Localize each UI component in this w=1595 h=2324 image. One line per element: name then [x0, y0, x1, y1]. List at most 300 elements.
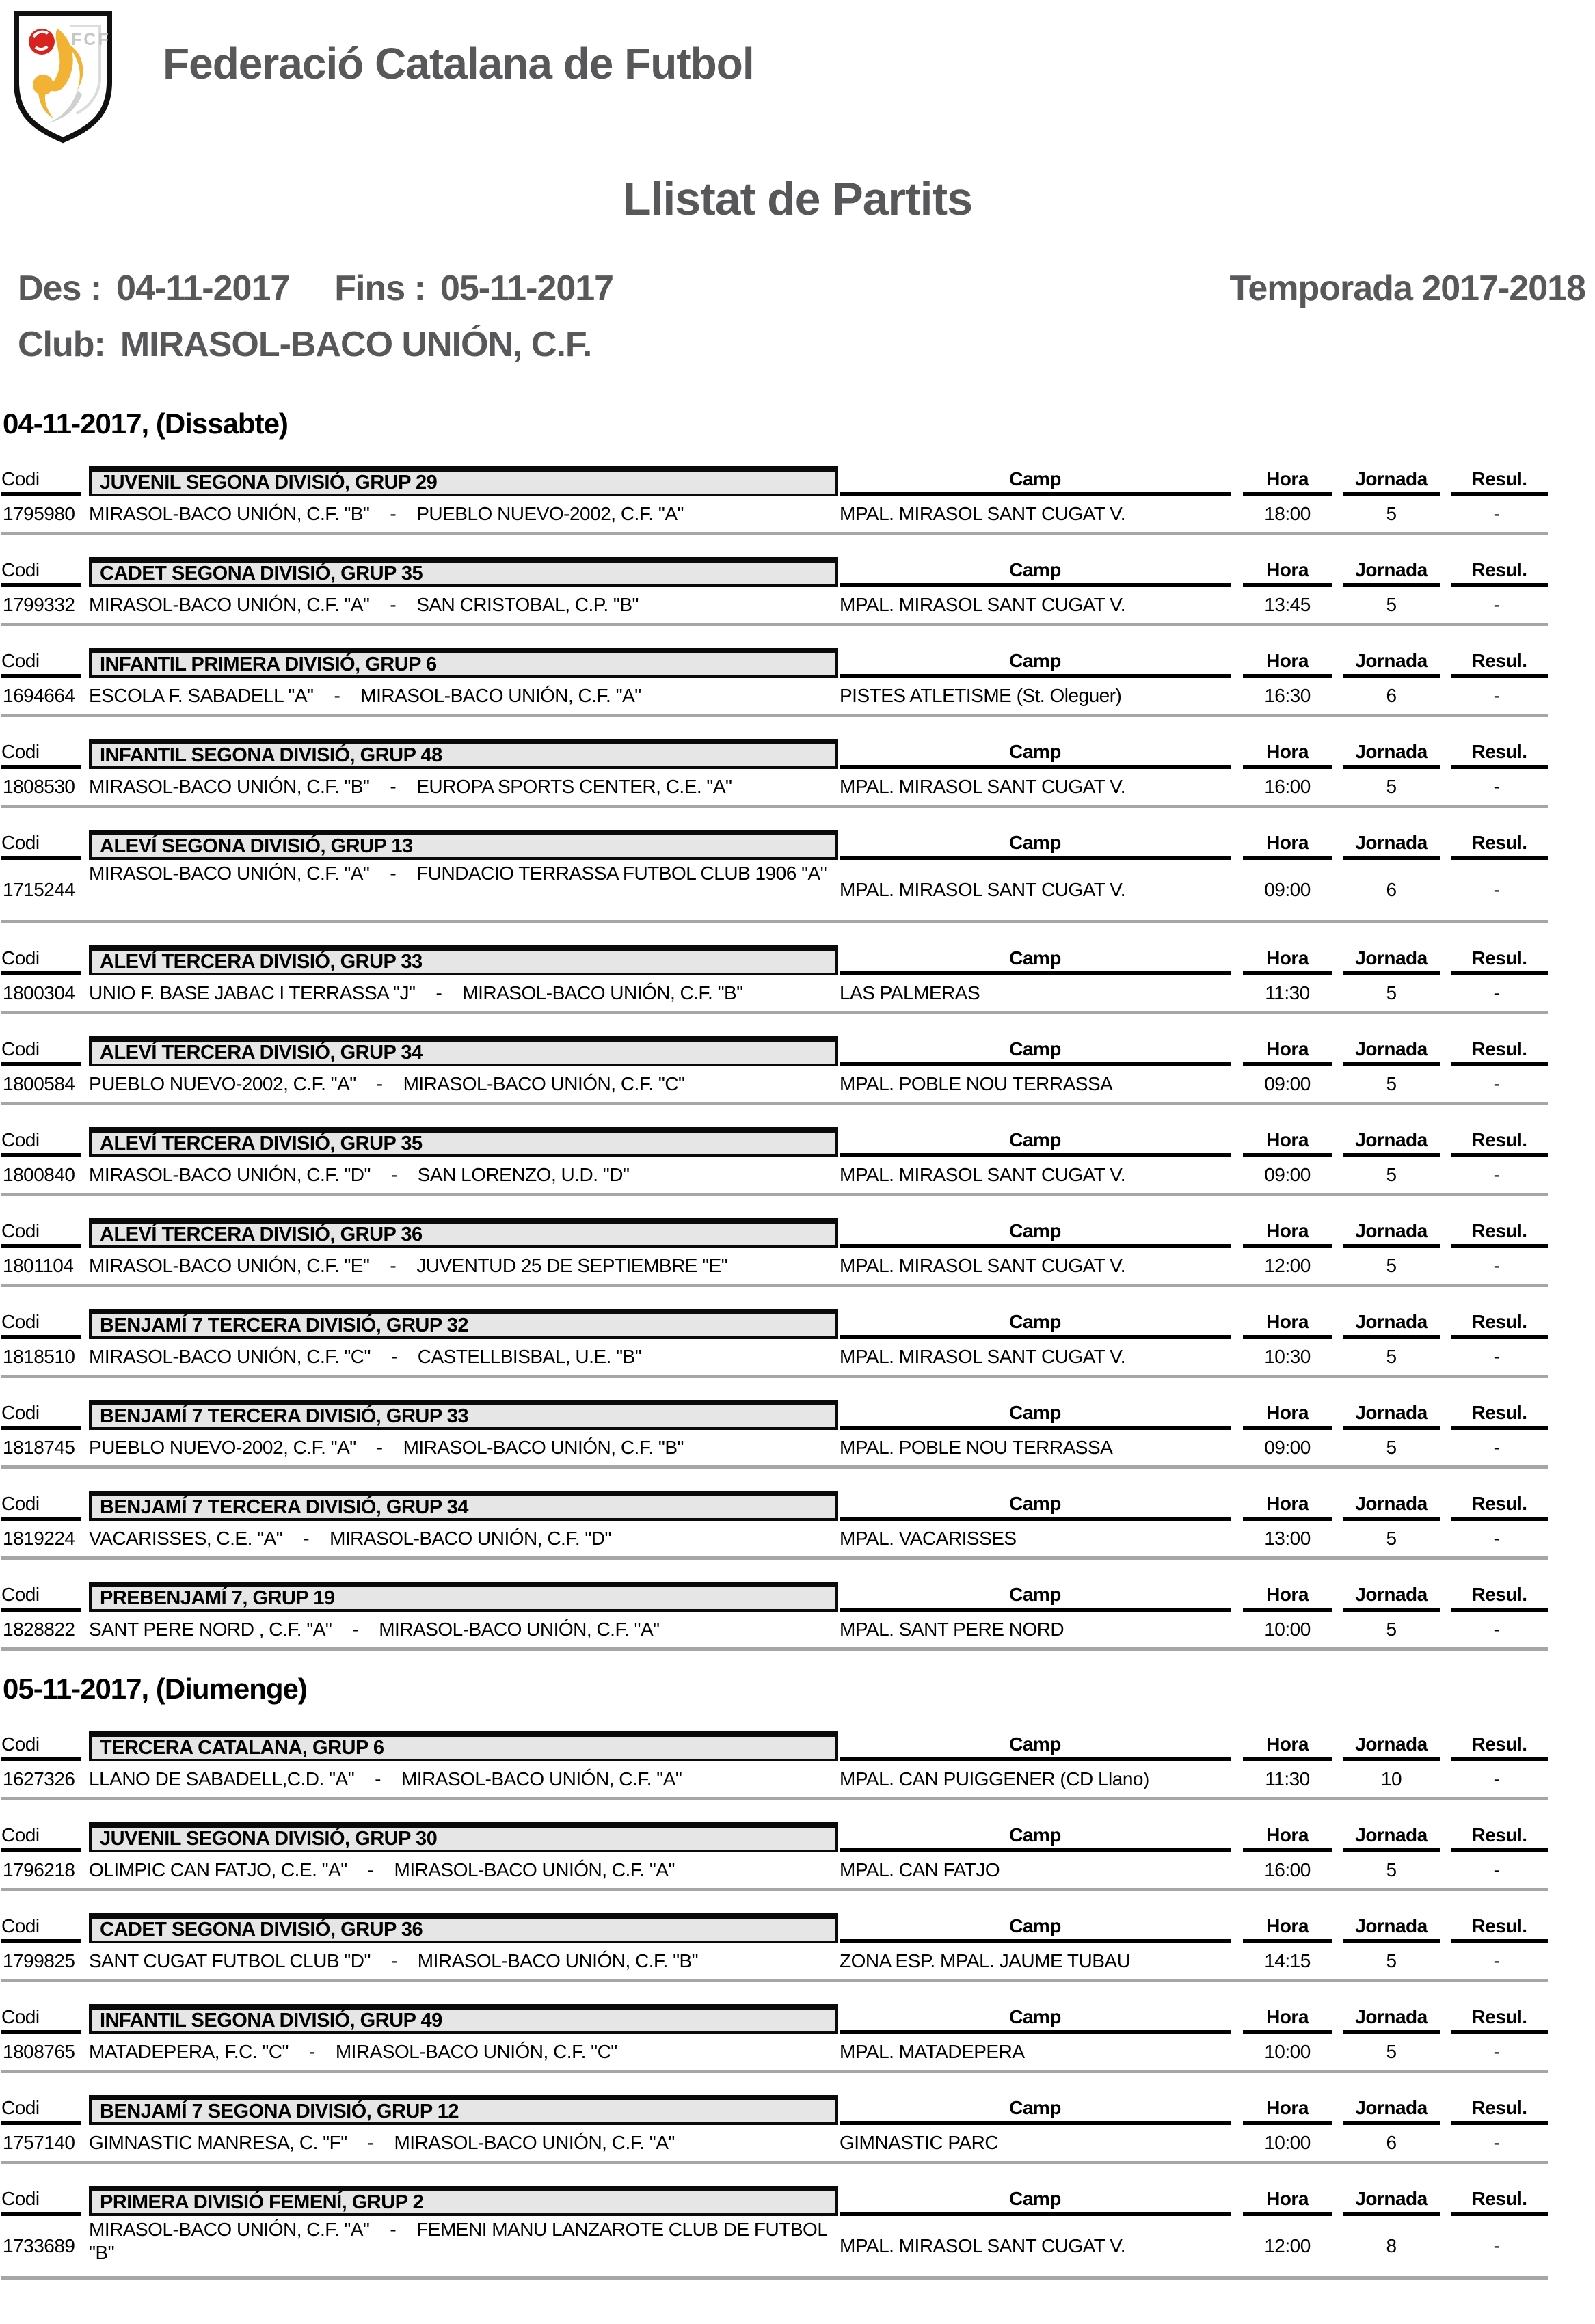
competition-title-box: TERCERA CATALANA, GRUP 6 [89, 1731, 838, 1761]
jornada-cell: 5 [1386, 982, 1397, 1003]
resul-column-header: Resul. [1451, 2004, 1548, 2034]
vs-separator: - [390, 1950, 397, 1971]
jornada-column-header: Jornada [1343, 1822, 1440, 1852]
jornada-column-header: Jornada [1343, 466, 1440, 496]
home-team: SANT CUGAT FUTBOL CLUB "D" [89, 1950, 371, 1971]
camp-cell: MPAL. POBLE NOU TERRASSA [840, 1073, 1113, 1094]
competition-title-box: CADET SEGONA DIVISIÓ, GRUP 35 [89, 557, 838, 587]
column-header-row [1, 1491, 1548, 1521]
camp-column-header: Camp [840, 466, 1231, 496]
column-header-row [1, 1218, 1548, 1248]
hora-column-header: Hora [1243, 2004, 1332, 2034]
jornada-cell: 5 [1386, 594, 1397, 615]
hora-column-header: Hora [1243, 830, 1332, 860]
vs-separator: - [308, 2041, 315, 2062]
vs-separator: - [390, 1346, 397, 1367]
match-row [1, 678, 1548, 714]
home-team: OLIMPIC CAN FATJO, C.E. "A" [89, 1859, 347, 1880]
vs-separator: - [390, 863, 397, 884]
competition-title-box: JUVENIL SEGONA DIVISIÓ, GRUP 29 [89, 466, 838, 496]
row-separator [1, 2161, 1548, 2164]
match-row [1, 1339, 1548, 1375]
club-label: Club: [18, 325, 105, 364]
codi-column-header: Codi [1, 2095, 81, 2125]
competition-title-box: BENJAMÍ 7 TERCERA DIVISIÓ, GRUP 32 [89, 1309, 838, 1339]
resul-column-header: Resul. [1451, 739, 1548, 769]
camp-column-header: Camp [840, 945, 1231, 975]
resul-cell: - [1493, 2235, 1500, 2256]
resul-column-header: Resul. [1451, 2186, 1548, 2216]
camp-cell: MPAL. CAN FATJO [840, 1859, 1000, 1880]
home-team: MIRASOL-BACO UNIÓN, C.F. "E" [89, 1255, 370, 1276]
vs-separator: - [390, 1164, 397, 1185]
row-separator [1, 623, 1548, 626]
match-row [1, 1943, 1548, 1979]
competition-section [1, 830, 1548, 923]
competition-title-cell [83, 2186, 838, 2216]
jornada-column-header: Jornada [1343, 1582, 1440, 1612]
home-team: MIRASOL-BACO UNIÓN, C.F. "A" [89, 2219, 370, 2240]
camp-cell: MPAL. SANT PERE NORD [840, 1619, 1064, 1640]
match-code: 1757140 [3, 2132, 75, 2153]
jornada-column-header: Jornada [1343, 1400, 1440, 1430]
date-range-line [18, 268, 1585, 309]
home-team: MIRASOL-BACO UNIÓN, C.F. "A" [89, 594, 370, 615]
away-team: PUEBLO NUEVO-2002, C.F. "A" [416, 503, 684, 524]
competition-title-cell [83, 1491, 838, 1521]
match-teams [83, 2040, 838, 2064]
match-teams [83, 684, 838, 707]
codi-column-header: Codi [1, 1582, 81, 1612]
match-teams [83, 2216, 838, 2265]
competition-title-cell [83, 830, 838, 860]
codi-column-header: Codi [1, 2186, 81, 2216]
match-code: 1715244 [3, 879, 75, 900]
hora-column-header: Hora [1243, 466, 1332, 496]
match-teams [83, 982, 838, 1005]
match-teams [83, 1254, 838, 1278]
resul-column-header: Resul. [1451, 1913, 1548, 1943]
resul-column-header: Resul. [1451, 1036, 1548, 1066]
camp-cell: PISTES ATLETISME (St. Oleguer) [840, 685, 1122, 706]
camp-cell: MPAL. MIRASOL SANT CUGAT V. [840, 1346, 1126, 1367]
match-teams [83, 1163, 838, 1187]
competition-title-cell [83, 1309, 838, 1339]
match-teams [83, 2131, 838, 2154]
fcf-crest-logo [11, 10, 115, 145]
match-row [1, 1066, 1548, 1102]
home-team: VACARISSES, C.E. "A" [89, 1528, 283, 1549]
competition-section [1, 945, 1548, 1014]
match-code: 1795980 [3, 503, 75, 524]
resul-column-header: Resul. [1451, 1309, 1548, 1339]
jornada-column-header: Jornada [1343, 1036, 1440, 1066]
resul-column-header: Resul. [1451, 1822, 1548, 1852]
match-code: 1800584 [3, 1073, 75, 1094]
vs-separator: - [390, 2219, 397, 2240]
match-code: 1694664 [3, 685, 75, 706]
match-row [1, 1761, 1548, 1797]
home-team: MATADEPERA, F.C. "C" [89, 2041, 289, 2062]
match-row [1, 975, 1548, 1011]
hora-cell: 11:30 [1265, 982, 1310, 1003]
column-header-row [1, 2095, 1548, 2125]
codi-column-header: Codi [1, 830, 81, 860]
match-row [1, 1248, 1548, 1284]
hora-cell: 12:00 [1264, 2235, 1311, 2256]
vs-separator: - [390, 776, 397, 797]
codi-column-header: Codi [1, 945, 81, 975]
hora-column-header: Hora [1243, 557, 1332, 587]
camp-column-header: Camp [840, 1731, 1231, 1761]
camp-cell: MPAL. MIRASOL SANT CUGAT V. [840, 879, 1126, 900]
resul-cell: - [1493, 1768, 1500, 1789]
resul-column-header: Resul. [1451, 1731, 1548, 1761]
competition-title-box: ALEVÍ SEGONA DIVISIÓ, GRUP 13 [89, 830, 838, 860]
hora-column-header: Hora [1243, 945, 1332, 975]
codi-column-header: Codi [1, 1400, 81, 1430]
jornada-column-header: Jornada [1343, 1309, 1440, 1339]
jornada-cell: 5 [1386, 776, 1397, 797]
competition-section [1, 1913, 1548, 1982]
day-block [1, 407, 1548, 1651]
vs-separator: - [367, 1859, 374, 1880]
competition-title-cell [83, 945, 838, 975]
camp-cell: MPAL. MIRASOL SANT CUGAT V. [840, 594, 1126, 615]
competition-title-cell [83, 1127, 838, 1157]
resul-column-header: Resul. [1451, 1127, 1548, 1157]
competition-section [1, 2095, 1548, 2164]
row-separator [1, 2276, 1548, 2280]
match-teams [83, 593, 838, 617]
competition-title-cell [83, 2004, 838, 2034]
match-teams [83, 1527, 838, 1550]
competition-section [1, 648, 1548, 717]
competition-section [1, 1309, 1548, 1378]
codi-column-header: Codi [1, 1913, 81, 1943]
competition-title-box: PREBENJAMÍ 7, GRUP 19 [89, 1582, 838, 1612]
hora-column-header: Hora [1243, 2095, 1332, 2125]
codi-column-header: Codi [1, 466, 81, 496]
camp-column-header: Camp [840, 1822, 1231, 1852]
camp-cell: MPAL. MIRASOL SANT CUGAT V. [840, 2235, 1126, 2256]
hora-column-header: Hora [1243, 1127, 1332, 1157]
row-separator [1, 1888, 1548, 1891]
codi-column-header: Codi [1, 1218, 81, 1248]
competition-title-box: INFANTIL PRIMERA DIVISIÓ, GRUP 6 [89, 648, 838, 678]
hora-column-header: Hora [1243, 2186, 1332, 2216]
away-team: MIRASOL-BACO UNIÓN, C.F. "A" [401, 1768, 682, 1789]
match-teams [83, 1618, 838, 1641]
match-row [1, 1521, 1548, 1556]
jornada-column-header: Jornada [1343, 1491, 1440, 1521]
jornada-column-header: Jornada [1343, 1731, 1440, 1761]
competition-section [1, 1731, 1548, 1800]
row-separator [1, 1375, 1548, 1378]
codi-column-header: Codi [1, 1127, 81, 1157]
jornada-column-header: Jornada [1343, 830, 1440, 860]
competition-section [1, 739, 1548, 808]
away-team: MIRASOL-BACO UNIÓN, C.F. "B" [417, 1950, 699, 1971]
row-separator [1, 1556, 1548, 1560]
camp-column-header: Camp [840, 1127, 1231, 1157]
match-code: 1818745 [3, 1437, 75, 1458]
row-separator [1, 1193, 1548, 1196]
resul-column-header: Resul. [1451, 1218, 1548, 1248]
competition-section [1, 1036, 1548, 1105]
away-team: MIRASOL-BACO UNIÓN, C.F. "B" [403, 1437, 684, 1458]
match-list [1, 407, 1548, 2280]
competition-title-cell [83, 1582, 838, 1612]
jornada-cell: 6 [1386, 2132, 1397, 2153]
row-separator [1, 1797, 1548, 1800]
competition-section [1, 466, 1548, 535]
camp-column-header: Camp [840, 1036, 1231, 1066]
club-value: MIRASOL-BACO UNIÓN, C.F. [120, 325, 592, 364]
vs-separator: - [303, 1528, 310, 1549]
competition-section [1, 2186, 1548, 2280]
camp-column-header: Camp [840, 1913, 1231, 1943]
hora-column-header: Hora [1243, 1491, 1332, 1521]
column-header-row [1, 1582, 1548, 1612]
competition-title-box: CADET SEGONA DIVISIÓ, GRUP 36 [89, 1913, 838, 1943]
match-code: 1828822 [3, 1619, 75, 1640]
codi-column-header: Codi [1, 739, 81, 769]
jornada-cell: 5 [1386, 1437, 1397, 1458]
column-header-row [1, 739, 1548, 769]
competition-title-cell [83, 1218, 838, 1248]
competition-title-box: PRIMERA DIVISIÓ FEMENÍ, GRUP 2 [89, 2186, 838, 2216]
camp-cell: MPAL. VACARISSES [840, 1528, 1017, 1549]
camp-cell: MPAL. POBLE NOU TERRASSA [840, 1437, 1113, 1458]
competition-section [1, 1491, 1548, 1560]
temporada-label: Temporada 2017-2018 [1229, 269, 1585, 308]
camp-column-header: Camp [840, 2186, 1231, 2216]
competition-section [1, 1127, 1548, 1196]
match-code: 1818510 [3, 1346, 75, 1367]
column-header-row [1, 1036, 1548, 1066]
away-team: MIRASOL-BACO UNIÓN, C.F. "A" [394, 2132, 675, 2153]
vs-separator: - [390, 503, 397, 524]
home-team: ESCOLA F. SABADELL "A" [89, 685, 314, 706]
column-header-row [1, 648, 1548, 678]
competition-title-cell [83, 2095, 838, 2125]
match-teams [83, 1436, 838, 1459]
camp-cell: MPAL. MIRASOL SANT CUGAT V. [840, 776, 1126, 797]
home-team: MIRASOL-BACO UNIÓN, C.F. "B" [89, 503, 370, 524]
row-separator [1, 1647, 1548, 1651]
competition-title-cell [83, 1731, 838, 1761]
jornada-column-header: Jornada [1343, 1218, 1440, 1248]
camp-cell: MPAL. MIRASOL SANT CUGAT V. [840, 503, 1126, 524]
vs-separator: - [435, 982, 442, 1003]
row-separator [1, 2070, 1548, 2073]
hora-cell: 10:00 [1264, 2132, 1311, 2153]
codi-column-header: Codi [1, 648, 81, 678]
competition-title-cell [83, 1822, 838, 1852]
resul-cell: - [1493, 982, 1500, 1003]
away-team: FUNDACIO TERRASSA FUTBOL CLUB 1906 "A" [416, 863, 827, 884]
report-meta [18, 268, 1585, 365]
match-row [1, 1852, 1548, 1888]
match-code: 1800304 [3, 982, 75, 1003]
competition-title-box: ALEVÍ TERCERA DIVISIÓ, GRUP 33 [89, 945, 838, 975]
jornada-cell: 5 [1386, 503, 1397, 524]
jornada-column-header: Jornada [1343, 1127, 1440, 1157]
vs-separator: - [334, 685, 340, 706]
jornada-column-header: Jornada [1343, 2004, 1440, 2034]
vs-separator: - [375, 1768, 381, 1789]
jornada-cell: 5 [1386, 2041, 1397, 2062]
match-code: 1819224 [3, 1528, 75, 1549]
home-team: MIRASOL-BACO UNIÓN, C.F. "D" [89, 1164, 371, 1185]
camp-cell: MPAL. MIRASOL SANT CUGAT V. [840, 1255, 1126, 1276]
home-team: MIRASOL-BACO UNIÓN, C.F. "A" [89, 863, 370, 884]
match-row [1, 587, 1548, 623]
resul-column-header: Resul. [1451, 1491, 1548, 1521]
match-code: 1800840 [3, 1164, 75, 1185]
camp-column-header: Camp [840, 1491, 1231, 1521]
jornada-column-header: Jornada [1343, 2095, 1440, 2125]
match-row [1, 1157, 1548, 1193]
jornada-cell: 5 [1386, 1346, 1397, 1367]
codi-column-header: Codi [1, 557, 81, 587]
hora-cell: 09:00 [1264, 1437, 1311, 1458]
document-title: Llistat de Partits [622, 173, 973, 225]
row-separator [1, 1465, 1548, 1469]
away-team: MIRASOL-BACO UNIÓN, C.F. "A" [360, 685, 641, 706]
home-team: GIMNASTIC MANRESA, C. "F" [89, 2132, 347, 2153]
column-header-row [1, 1731, 1548, 1761]
hora-cell: 13:45 [1264, 594, 1311, 615]
row-separator [1, 1284, 1548, 1287]
match-row [1, 496, 1548, 532]
home-team: MIRASOL-BACO UNIÓN, C.F. "C" [89, 1346, 371, 1367]
day-block [1, 1673, 1548, 2280]
column-header-row [1, 945, 1548, 975]
resul-cell: - [1493, 2041, 1500, 2062]
camp-column-header: Camp [840, 739, 1231, 769]
away-team: MIRASOL-BACO UNIÓN, C.F. "A" [379, 1619, 660, 1640]
codi-column-header: Codi [1, 1309, 81, 1339]
row-separator [1, 532, 1548, 535]
row-separator [1, 714, 1548, 717]
resul-cell: - [1493, 1528, 1500, 1549]
match-teams [83, 502, 838, 526]
camp-cell: MPAL. MATADEPERA [840, 2041, 1025, 2062]
jornada-cell: 5 [1386, 1164, 1397, 1185]
competition-section [1, 1218, 1548, 1287]
masthead [0, 0, 1595, 145]
hora-column-header: Hora [1243, 1731, 1332, 1761]
jornada-column-header: Jornada [1343, 648, 1440, 678]
competition-title-cell [83, 1036, 838, 1066]
match-code: 1808765 [3, 2041, 75, 2062]
match-teams [83, 1859, 838, 1882]
vs-separator: - [376, 1437, 383, 1458]
match-code: 1799332 [3, 594, 75, 615]
resul-column-header: Resul. [1451, 1582, 1548, 1612]
vs-separator: - [367, 2132, 374, 2153]
fins-value: 05-11-2017 [440, 269, 614, 308]
resul-cell: - [1493, 1859, 1500, 1880]
resul-column-header: Resul. [1451, 945, 1548, 975]
home-team: PUEBLO NUEVO-2002, C.F. "A" [89, 1073, 356, 1094]
resul-cell: - [1493, 503, 1500, 524]
column-header-row [1, 2186, 1548, 2216]
hora-cell: 16:30 [1264, 685, 1311, 706]
column-header-row [1, 557, 1548, 587]
hora-cell: 10:30 [1264, 1346, 1311, 1367]
match-row [1, 2034, 1548, 2070]
column-header-row [1, 2004, 1548, 2034]
column-header-row [1, 1127, 1548, 1157]
column-header-row [1, 1309, 1548, 1339]
match-row [1, 1430, 1548, 1465]
competition-section [1, 1822, 1548, 1891]
vs-separator: - [352, 1619, 359, 1640]
camp-column-header: Camp [840, 1218, 1231, 1248]
column-header-row [1, 1913, 1548, 1943]
des-label: Des : [18, 269, 102, 308]
codi-column-header: Codi [1, 1822, 81, 1852]
competition-title-cell [83, 648, 838, 678]
away-team: MIRASOL-BACO UNIÓN, C.F. "A" [394, 1859, 675, 1880]
match-code: 1808530 [3, 776, 75, 797]
des-value: 04-11-2017 [116, 269, 290, 308]
resul-column-header: Resul. [1451, 466, 1548, 496]
home-team: MIRASOL-BACO UNIÓN, C.F. "B" [89, 776, 370, 797]
jornada-cell: 8 [1386, 2235, 1397, 2256]
match-code: 1799825 [3, 1950, 75, 1971]
resul-column-header: Resul. [1451, 2095, 1548, 2125]
resul-column-header: Resul. [1451, 648, 1548, 678]
home-team: SANT PERE NORD , C.F. "A" [89, 1619, 332, 1640]
away-team: SAN CRISTOBAL, C.P. "B" [416, 594, 639, 615]
row-separator [1, 1979, 1548, 1982]
home-team: UNIO F. BASE JABAC I TERRASSA "J" [89, 982, 416, 1003]
competition-title-cell [83, 1913, 838, 1943]
match-code: 1627326 [3, 1768, 75, 1789]
away-team: MIRASOL-BACO UNIÓN, C.F. "B" [462, 982, 743, 1003]
jornada-cell: 5 [1386, 1859, 1397, 1880]
home-team: PUEBLO NUEVO-2002, C.F. "A" [89, 1437, 356, 1458]
match-code: 1733689 [3, 2235, 75, 2256]
jornada-column-header: Jornada [1343, 739, 1440, 769]
hora-column-header: Hora [1243, 648, 1332, 678]
resul-cell: - [1493, 1073, 1500, 1094]
hora-cell: 16:00 [1264, 1859, 1311, 1880]
hora-column-header: Hora [1243, 1400, 1332, 1430]
camp-column-header: Camp [840, 1582, 1231, 1612]
camp-column-header: Camp [840, 2095, 1231, 2125]
competition-section [1, 1582, 1548, 1651]
hora-cell: 09:00 [1264, 879, 1311, 900]
resul-column-header: Resul. [1451, 557, 1548, 587]
camp-column-header: Camp [840, 557, 1231, 587]
column-header-row [1, 1822, 1548, 1852]
away-team: CASTELLBISBAL, U.E. "B" [417, 1346, 642, 1367]
day-heading: 04-11-2017, (Dissabte) [3, 407, 288, 440]
match-teams [83, 1072, 838, 1096]
jornada-cell: 5 [1386, 1073, 1397, 1094]
jornada-column-header: Jornada [1343, 557, 1440, 587]
codi-column-header: Codi [1, 2004, 81, 2034]
competition-title-box: INFANTIL SEGONA DIVISIÓ, GRUP 48 [89, 739, 838, 769]
competition-title-box: BENJAMÍ 7 SEGONA DIVISIÓ, GRUP 12 [89, 2095, 838, 2125]
hora-cell: 18:00 [1264, 503, 1311, 524]
match-teams [83, 860, 838, 885]
